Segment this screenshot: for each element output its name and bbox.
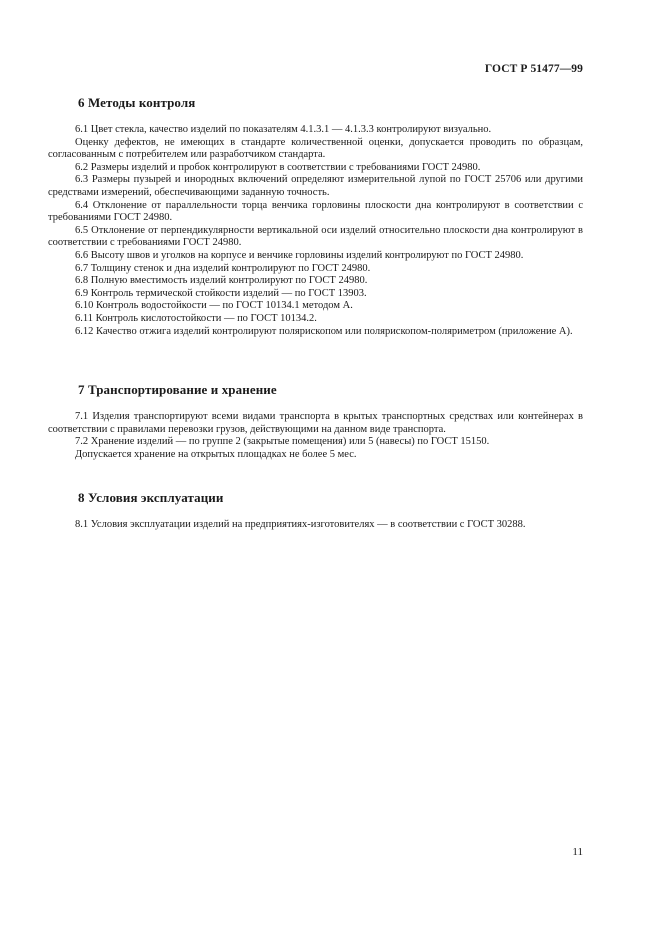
paragraph-6-4: 6.4 Отклонение от параллельности торца венчика горловины плоскости дна контролируют в соответствии с требованиями ГОСТ 24980. (48, 199, 583, 224)
paragraph-8-1: 8.1 Условия эксплуатации изделий на предприятиях-изготовителях — в соответствии с ГОСТ 30288. (75, 519, 526, 530)
section-8-body (48, 519, 583, 532)
paragraph-6-3: 6.3 Размеры пузырей и инородных включений определяют измерительной лупой по ГОСТ 25706 или другими средствами измерений, обеспечивающими заданную точность. (48, 174, 583, 198)
paragraph-6-1-note: Оценку дефектов, не имеющих в стандарте количественной оценки, допускается проводить по образцам, согласованным с потребителем или разработчиком стандарта. (48, 136, 583, 161)
page-header: ГОСТ Р 51477—99 (484, 63, 583, 75)
paragraph-6-6: 6.6 Высоту швов и уголков на корпусе и венчике горловины изделий контролируют по ГОСТ 24980. (75, 249, 524, 261)
page-number: 11 (572, 846, 583, 858)
paragraph-6-10: 6.10 Контроль водостойкости — по ГОСТ 10134.1 методом А. (75, 300, 353, 312)
paragraph-7-2: 7.2 Хранение изделий — по группе 2 (закрытые помещения) или 5 (навесы) по ГОСТ 15150. (75, 436, 490, 448)
section-8-heading: 8 Условия эксплуатации (78, 490, 224, 505)
section-6-heading: 6 Методы контроля (78, 95, 196, 110)
paragraph-6-5: 6.5 Отклонение от перпендикулярности вертикальной оси изделий относительно плоскости дна контролируют в соответствии с требованиями ГОСТ 24980. (48, 224, 583, 249)
paragraph-6-9: 6.9 Контроль термической стойкости изделий — по ГОСТ 13903. (75, 287, 367, 299)
section-6-body (48, 124, 583, 338)
paragraph-6-11: 6.11 Контроль кислотостойкости — по ГОСТ 10134.2. (75, 312, 317, 324)
paragraph-6-12: 6.12 Качество отжига изделий контролируют полярископом или полярископом-поляриметром (приложение А). (75, 325, 573, 337)
paragraph-6-8: 6.8 Полную вместимость изделий контролируют по ГОСТ 24980. (75, 275, 368, 287)
paragraph-6-2: 6.2 Размеры изделий и пробок контролируют в соответствии с требованиями ГОСТ 24980. (75, 161, 481, 173)
paragraph-7-1: 7.1 Изделия транспортируют всеми видами транспорта в крытых транспортных средствах или контейнерах в соответствии с правилами перевозки грузов, действующими на данном виде транспорта. (48, 411, 583, 435)
section-7-heading: 7 Транспортирование и хранение (78, 382, 277, 397)
paragraph-7-2-note: Допускается хранение на открытых площадках не более 5 мес. (75, 448, 357, 460)
section-7-body (48, 411, 583, 461)
paragraph-6-1: 6.1 Цвет стекла, качество изделий по показателям 4.1.3.1 — 4.1.3.3 контролируют визуально. (75, 124, 492, 135)
paragraph-6-7: 6.7 Толщину стенок и дна изделий контролируют по ГОСТ 24980. (75, 262, 371, 274)
